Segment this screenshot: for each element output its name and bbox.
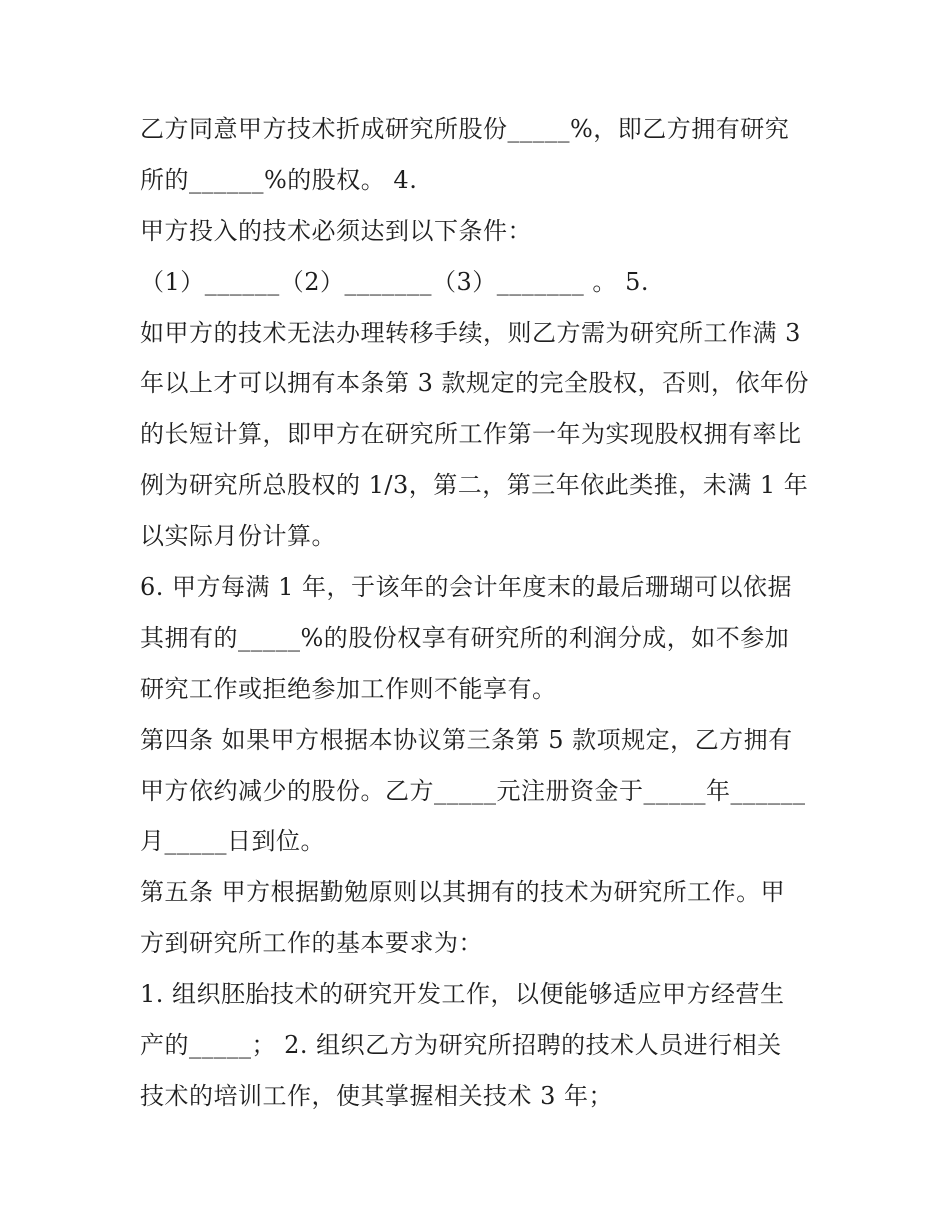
text-line-5: 如甲方的技术无法办理转移手续，则乙方需为研究所工作满 3 bbox=[140, 318, 801, 347]
text-line-16: 第五条 甲方根据勤勉原则以其拥有的技术为研究所工作。甲 bbox=[140, 878, 786, 907]
text-line-14: 甲方依约减少的股份。乙方_____元注册资金于_____年______ bbox=[140, 776, 806, 805]
text-line-13: 第四条 如果甲方根据本协议第三条第 5 款项规定，乙方拥有 bbox=[140, 725, 793, 754]
text-line-2: 所的______%的股权。 4. bbox=[140, 165, 418, 194]
text-line-17: 方到研究所工作的基本要求为： bbox=[140, 929, 483, 958]
text-line-20: 技术的培训工作，使其掌握相关技术 3 年； bbox=[140, 1081, 614, 1110]
text-line-19: 产的_____； 2. 组织乙方为研究所招聘的技术人员进行相关 bbox=[140, 1031, 782, 1060]
text-line-18: 1. 组织胚胎技术的研究开发工作，以便能够适应甲方经营生 bbox=[140, 980, 785, 1009]
text-line-9: 以实际月份计算。 bbox=[140, 522, 336, 551]
text-line-12: 研究工作或拒绝参加工作则不能享有。 bbox=[140, 674, 557, 703]
text-line-7: 的长短计算，即甲方在研究所工作第一年为实现股权拥有率比 bbox=[140, 420, 802, 449]
text-line-3: 甲方投入的技术必须达到以下条件： bbox=[140, 216, 532, 245]
text-line-6: 年以上才可以拥有本条第 3 款规定的完全股权，否则，依年份 bbox=[140, 369, 810, 398]
text-line-11: 其拥有的_____%的股份权享有研究所的利润分成，如不参加 bbox=[140, 623, 790, 652]
contract-text-block bbox=[140, 104, 812, 1122]
text-line-4: （1）______（2）_______（3）_______ 。 5. bbox=[140, 267, 649, 296]
text-line-10: 6. 甲方每满 1 年，于该年的会计年度末的最后珊瑚可以依据 bbox=[140, 573, 793, 602]
text-line-1: 乙方同意甲方技术折成研究所股份_____%，即乙方拥有研究 bbox=[140, 115, 790, 143]
text-line-8: 例为研究所总股权的 1/3，第二，第三年依此类推，未满 1 年 bbox=[140, 471, 809, 500]
text-line-15: 月_____日到位。 bbox=[140, 827, 325, 856]
